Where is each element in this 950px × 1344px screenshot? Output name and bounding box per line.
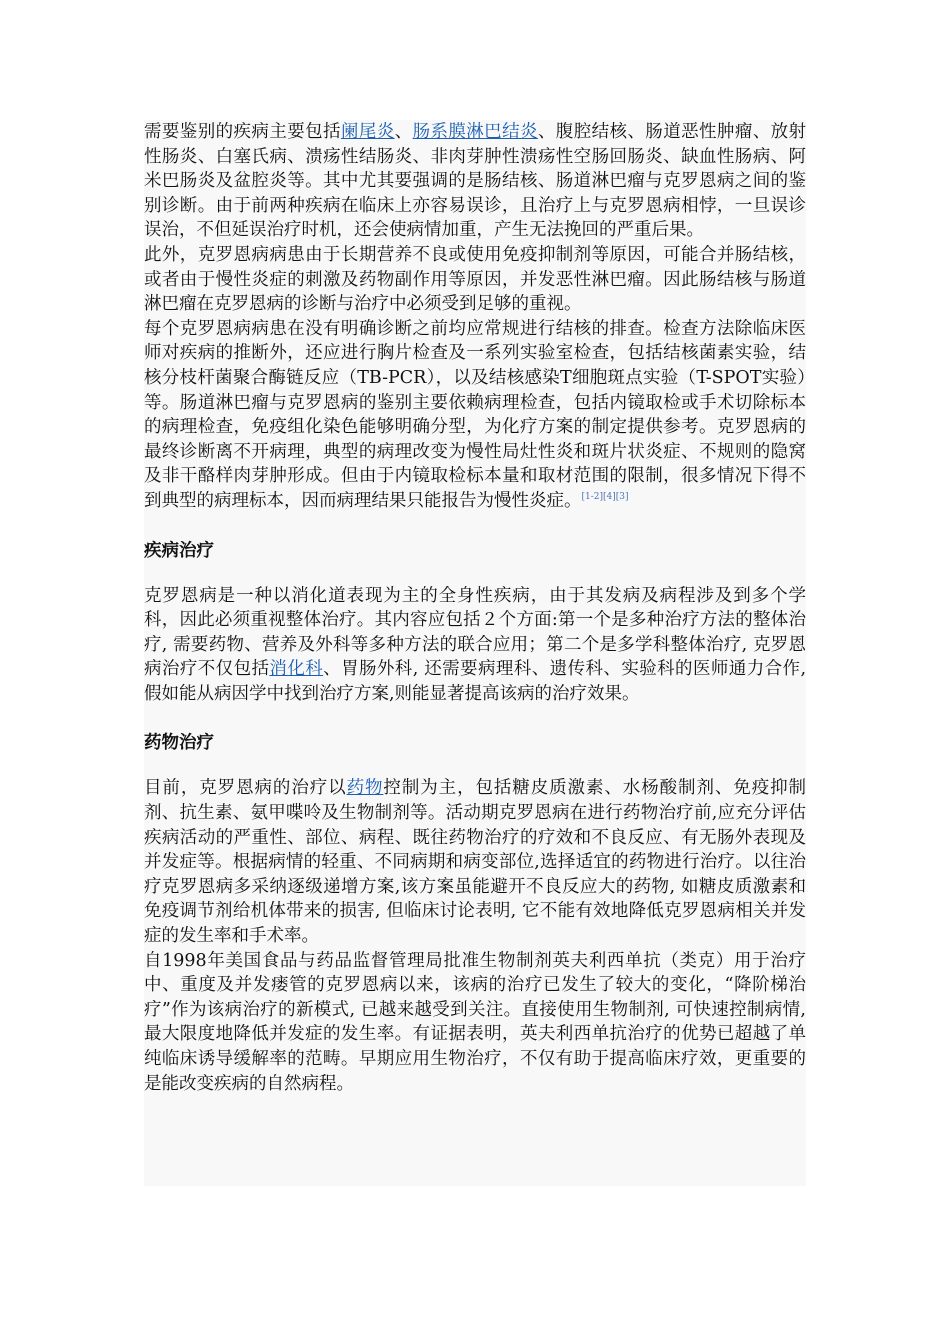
- heading-drug-treatment: 药物治疗: [144, 733, 214, 754]
- paragraph-tuberculosis-screening: 每个克罗恩病病患在没有明确诊断之前均应常规进行结核的排查。检查方法除临床医师对疾病的推断外，还应进行胸片检查及一系列实验室检查，包括结核菌素实验，结核分枝杆菌聚合酶链反应（TB-PCR），以及结核感染T细胞斑点实验（T-SPOT实验）等。肠道淋巴瘤与克罗恩病的鉴别主要依赖病理检查，包括内镜取检或手术切除标本的病理检查，免疫组化染色能够明确分型，为化疗方案的制定提供参考。克罗恩病的最终诊断离不开病理，典型的病理改变为慢性局灶性炎和斑片状炎症、不规则的隐窝及非干酪样肉芽肿形成。但由于内镜取检标本量和取材范围的限制，很多情况下得不到典型的病理标本，因而病理结果只能报告为慢性炎症。[1-2][4][3]: [144, 318, 806, 511]
- link-mesenteric-lymphadenitis[interactable]: 肠系膜淋巴结炎: [412, 122, 538, 142]
- paragraph-complications: 此外，克罗恩病病患由于长期营养不良或使用免疫抑制剂等原因，可能合并肠结核，或者由于慢性炎症的刺激及药物副作用等原因，并发恶性淋巴瘤。因此肠结核与肠道淋巴瘤在克罗恩病的诊断与治疗中必须受到足够的重视。: [144, 244, 806, 315]
- paragraph-holistic-treatment: 克罗恩病是一种以消化道表现为主的全身性疾病，由于其发病及病程涉及到多个学科，因此必须重视整体治疗。其内容应包括２个方面:第一个是多种治疗方法的整体治疗, 需要药物、营养及外科等多种方法的联合应用；第二个是多学科整体治疗, 克罗恩病治疗不仅包括消化科、胃肠外科, 还需要病理科、遗传科、实验科的医师通力合作, 假如能从病因学中找到治疗方案,则能显著提高该病的治疗效果。: [144, 585, 807, 704]
- link-appendicitis[interactable]: 阑尾炎: [340, 122, 395, 142]
- paragraph-drug-therapy: 目前，克罗恩病的治疗以药物控制为主，包括糖皮质激素、水杨酸制剂、免疫抑制剂、抗生素、氨甲喋呤及生物制剂等。活动期克罗恩病在进行药物治疗前,应充分评估疾病活动的严重性、部位、病程、既往药物治疗的疗效和不良反应、有无肠外表现及并发症等。根据病情的轻重、不同病期和病变部位,选择适宜的药物进行治疗。以往治疗克罗恩病多采纳逐级递增方案,该方案虽能避开不良反应大的药物, 如糖皮质激素和免疫调节剂给机体带来的损害, 但临床讨论表明, 它不能有效地降低克罗恩病相关并发症的发生率和手术率。: [144, 778, 807, 947]
- heading-disease-treatment: 疾病治疗: [144, 540, 214, 561]
- document-page: [144, 120, 806, 1186]
- link-drugs[interactable]: 药物: [346, 778, 384, 799]
- link-gastroenterology[interactable]: 消化科: [269, 659, 324, 680]
- citation-refs[interactable]: [1-2][4][3]: [581, 492, 629, 503]
- paragraph-biologics: 自1998年美国食品与药品监督管理局批准生物制剂英夫利西单抗（类克）用于治疗中、重度及并发瘘管的克罗恩病以来，该病的治疗已发生了较大的变化，“降阶梯治疗”作为该病治疗的新模式, 已越来越受到关注。直接使用生物制剂, 可快速控制病情, 最大限度地降低并发症的发生率。有证据表明，英夫利西单抗治疗的优势已超越了单纯临床诱导缓解率的范畴。早期应用生物治疗，不仅有助于提高临床疗效，更重要的是能改变疾病的自然病程。: [144, 950, 806, 1094]
- paragraph-differential-diagnosis: 需要鉴别的疾病主要包括阑尾炎、肠系膜淋巴结炎、腹腔结核、肠道恶性肿瘤、放射性肠炎、白塞氏病、溃疡性结肠炎、非肉芽肿性溃疡性空肠回肠炎、缺血性肠病、阿米巴肠炎及盆腔炎等。其中尤其要强调的是肠结核、肠道淋巴瘤与克罗恩病之间的鉴别诊断。由于前两种疾病在临床上亦容易误诊，且治疗上与克罗恩病相悖，一旦误诊误治，不但延误治疗时机，还会使病情加重，产生无法挽回的严重后果。: [144, 122, 807, 241]
